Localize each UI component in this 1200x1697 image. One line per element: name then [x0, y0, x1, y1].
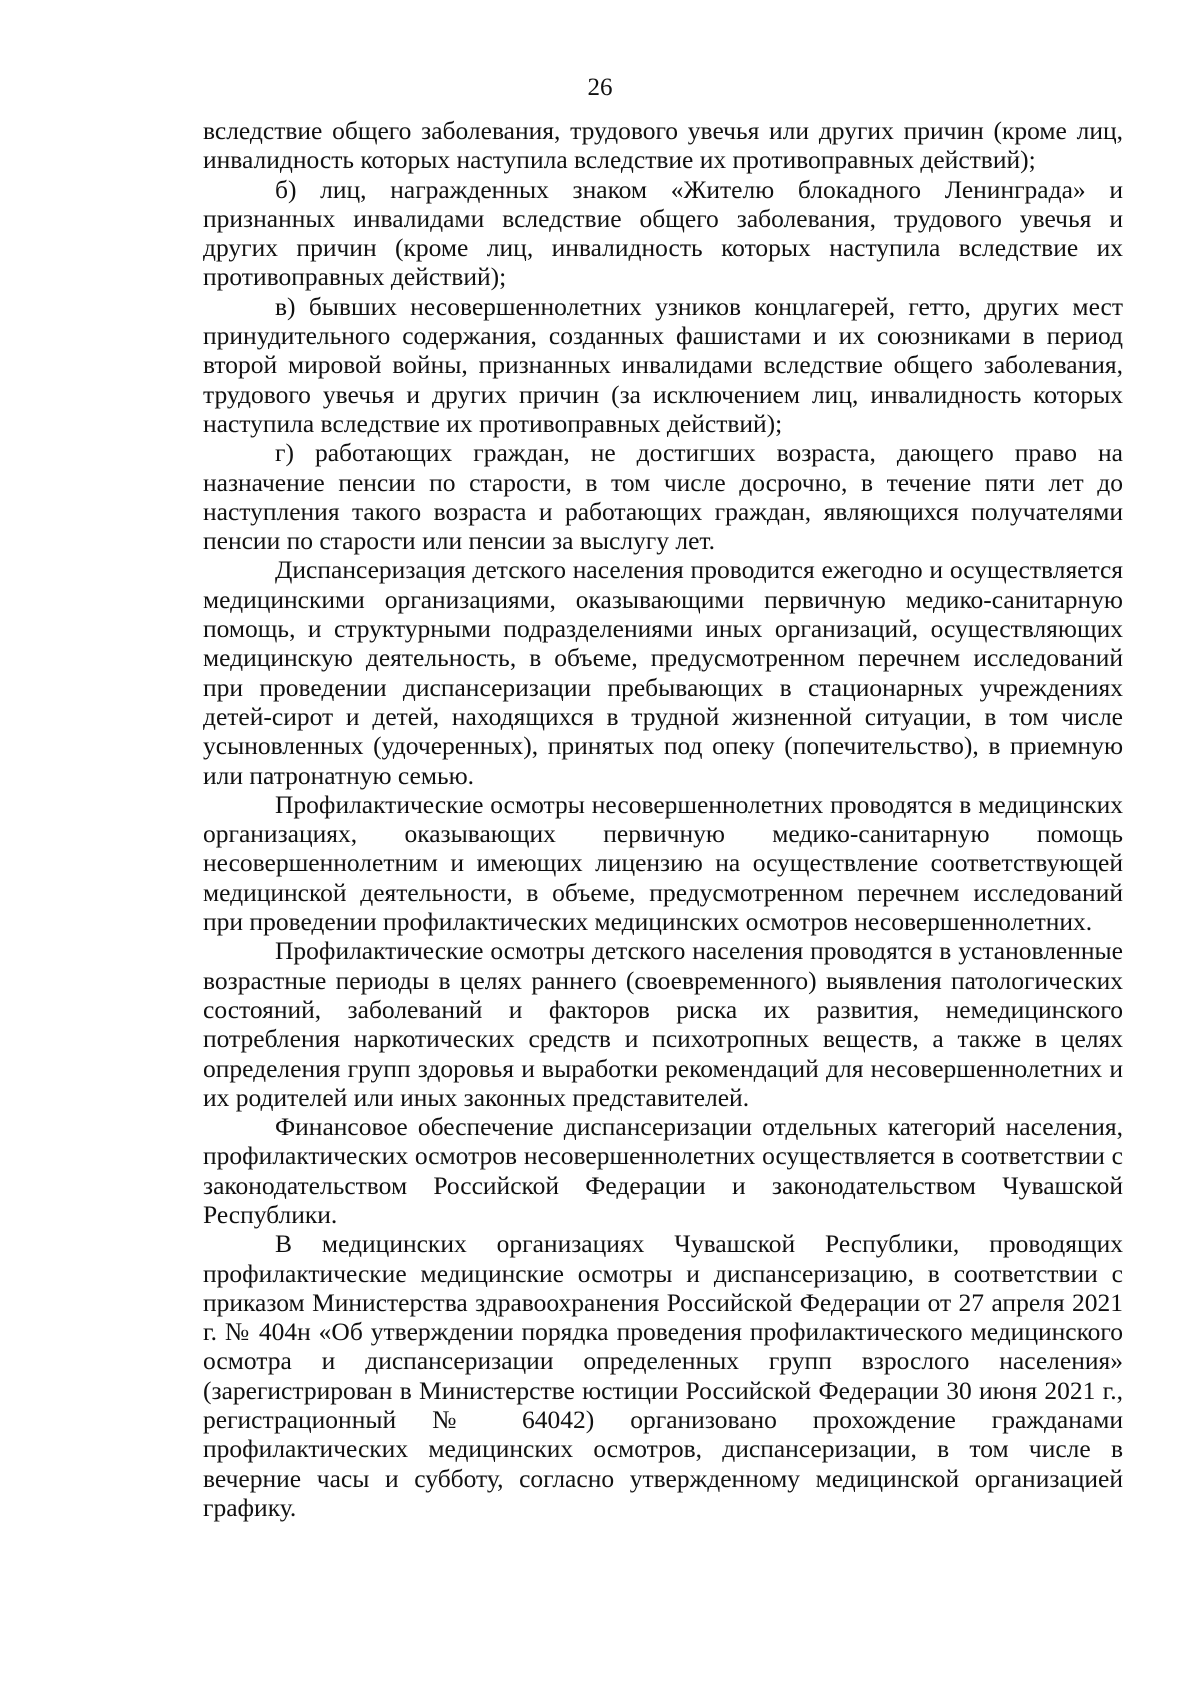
paragraph-item-v: в) бывших несовершеннолетних узников концлагерей, гетто, других мест принудительного содержания, созданных фашистами и их союзниками в период второй мировой войны, признанных инвалидами вследствие общего заболевания, трудового увечья и других причин (за исключением лиц, инвалидность которых наступила вследствие их противоправных действий); — [203, 291, 1123, 438]
paragraph-child-dispensarization: Диспансеризация детского населения проводится ежегодно и осуществляется медицинскими организациями, оказывающими первичную медико-санитарную помощь, и структурными подразделениями иных организаций, осуществляющих медицинскую деятельность, в объеме, предусмотренном перечнем исследований при проведении диспансеризации пребывающих в стационарных учреждениях детей-сирот и детей, находящихся в трудной жизненной ситуации, в том числе усыновленных (удочеренных), принятых под опеку (попечительство), в приемную или патронатную семью. — [203, 555, 1123, 790]
paragraph-item-g: г) работающих граждан, не достигших возраста, дающего право на назначение пенсии по старости, в том числе досрочно, в течение пяти лет до наступления такого возраста и работающих граждан, являющихся получателями пенсии по старости или пенсии за выслугу лет. — [203, 438, 1123, 556]
paragraph-financing: Финансовое обеспечение диспансеризации отдельных категорий населения, профилактических осмотров несовершеннолетних осуществляется в соответствии с законодательством Российской Федерации и законодательством Чувашской Республики. — [203, 1112, 1123, 1229]
paragraph-continuation: вследствие общего заболевания, трудового увечья или других причин (кроме лиц, инвалидность которых наступила вследствие их противоправных действий); — [203, 116, 1123, 175]
paragraph-chuvash-organizations: В медицинских организациях Чувашской Республики, проводящих профилактические медицинские осмотры и диспансеризацию, в соответствии с приказом Министерства здравоохранения Российской Федерации от 27 апреля 2021 г. № 404н «Об утверждении порядка проведения профилактического медицинского осмотра и диспансеризации определенных групп взрослого населения» (зарегистрирован в Министерстве юстиции Российской Федерации 30 июня 2021 г., регистрационный № 64042) организовано прохождение гражданами профилактических медицинских осмотров, диспансеризации, в том числе в вечерние часы и субботу, согласно утвержденному медицинской организацией графику. — [203, 1229, 1123, 1522]
paragraph-child-checkups: Профилактические осмотры детского населения проводятся в установленные возрастные периоды в целях раннего (своевременного) выявления патологических состояний, заболеваний и факторов риска их развития, немедицинского потребления наркотических средств и психотропных веществ, а также в целях определения групп здоровья и выработки рекомендаций для несовершеннолетних и их родителей или иных законных представителей. — [203, 936, 1123, 1112]
page-number: 26 — [587, 74, 613, 101]
document-body — [203, 116, 1123, 1522]
paragraph-item-b: б) лиц, награжденных знаком «Жителю блокадного Ленинграда» и признанных инвалидами вследствие общего заболевания, трудового увечья и других причин (кроме лиц, инвалидность которых наступила вследствие их противоправных действий); — [203, 174, 1123, 292]
paragraph-minor-checkups: Профилактические осмотры несовершеннолетних проводятся в медицинских организациях, оказывающих первичную медико-санитарную помощь несовершеннолетним и имеющих лицензию на осуществление соответствующей медицинской деятельности, в объеме, предусмотренном перечнем исследований при проведении профилактических медицинских осмотров несовершеннолетних. — [203, 789, 1123, 937]
